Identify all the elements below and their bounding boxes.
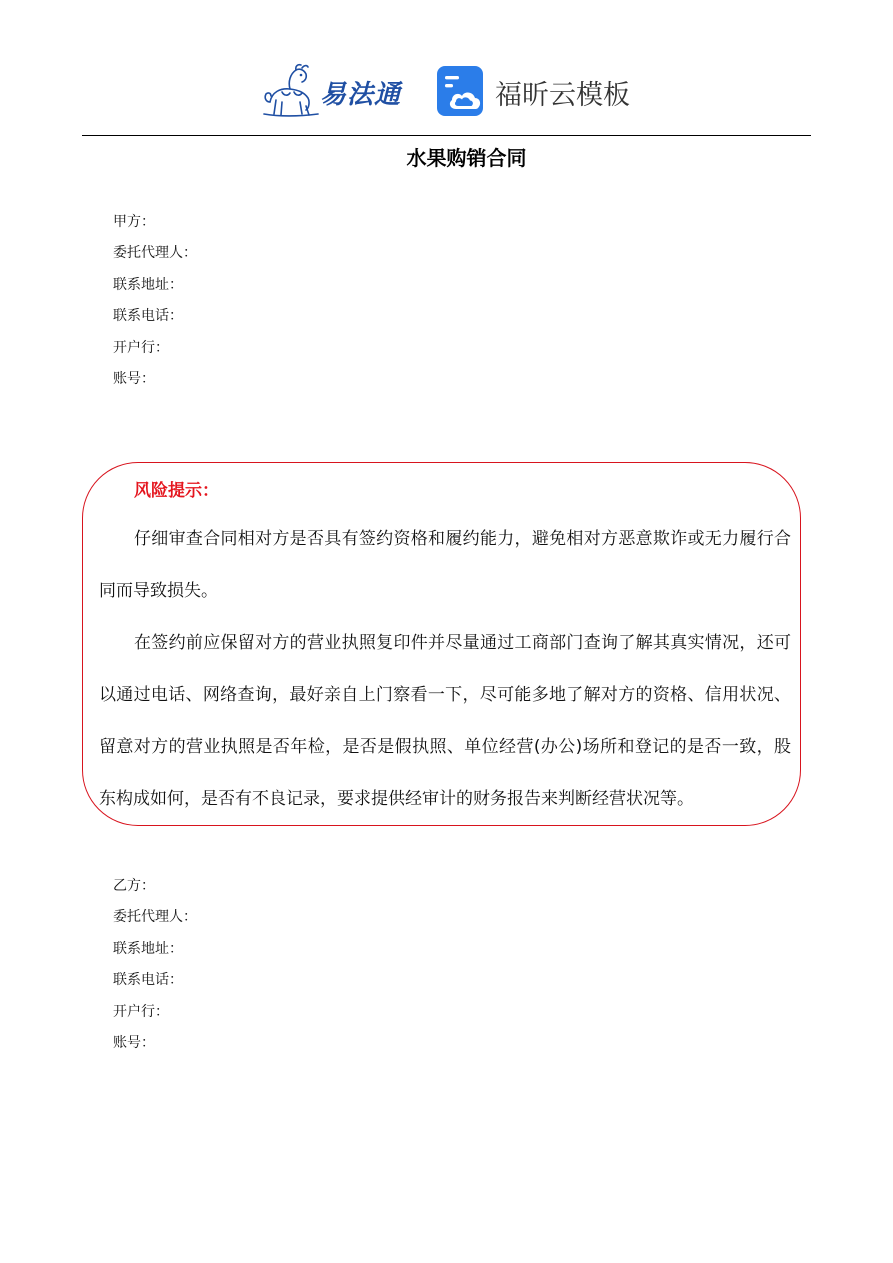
fuxin-logo — [436, 65, 636, 117]
party-b-account-line: 账号： — [113, 1034, 155, 1051]
party-b-address-line: 联系地址： — [113, 940, 183, 957]
risk-notice-title: 风险提示： — [134, 481, 219, 501]
risk-paragraph: 在签约前应保留对方的营业执照复印件并尽量通过工商部门查询了解其真实情况，还可以通过电话、网络查询，最好亲自上门察看一下，尽可能多地了解对方的资格、信用状况、留意对方的营业执照是否年检，是否是假执照、单位经营(办公)场所和登记的是否一致，股东构成如何，是否有不良记录，要求提供经审计的财务报告来判断经营状况等。 — [99, 633, 791, 809]
party-a-name-line: 甲方： — [113, 214, 155, 230]
document-title: 水果购销合同 — [406, 146, 527, 170]
cloud-template-icon — [436, 65, 486, 117]
yifatong-brand-text: 易法通 — [320, 80, 402, 110]
party-a-address-line: 联系地址： — [113, 276, 183, 293]
risk-paragraph: 仔细审查合同相对方是否具有签约资格和履约能力，避免相对方恶意欺诈或无力履行合同而导致损失。 — [99, 529, 791, 601]
party-b-bank-line: 开户行： — [113, 1003, 169, 1020]
yifatong-logo — [262, 62, 412, 118]
party-a-phone-line: 联系电话： — [113, 308, 183, 325]
party-a-agent-line: 委托代理人： — [113, 245, 197, 262]
page-header — [0, 58, 893, 124]
party-b-phone-line: 联系电话： — [113, 972, 183, 989]
party-a-account-line: 账号： — [113, 370, 155, 387]
fuxin-brand-text: 福昕云模板 — [495, 80, 630, 111]
qilin-logo-icon — [262, 62, 324, 118]
header-divider — [82, 135, 811, 136]
risk-notice-body — [99, 513, 791, 825]
party-b-name-line: 乙方： — [113, 878, 155, 894]
party-b-block — [113, 871, 197, 1059]
party-a-bank-line: 开户行： — [113, 339, 169, 356]
party-a-block — [113, 207, 197, 395]
party-b-agent-line: 委托代理人： — [113, 909, 197, 926]
